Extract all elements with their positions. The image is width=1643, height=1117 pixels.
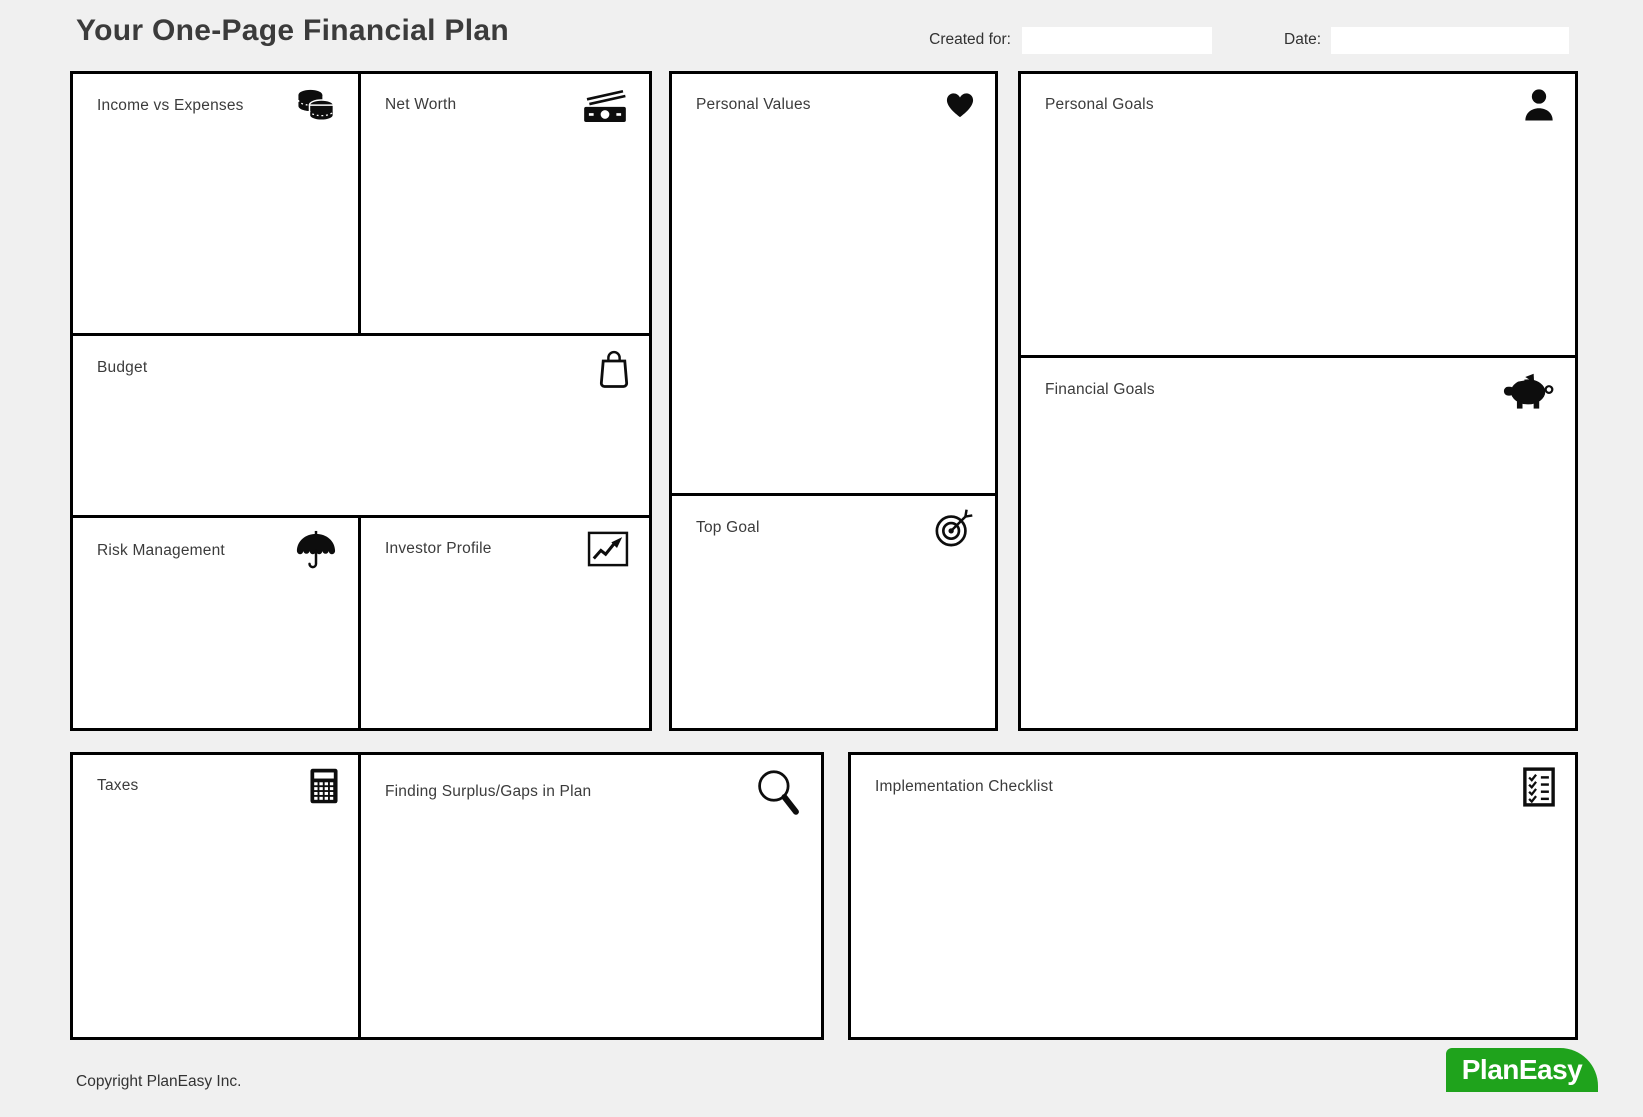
left-panel-row-1 — [73, 74, 649, 333]
top-goal-label: Top Goal — [696, 519, 760, 536]
piggy-bank-icon — [1503, 370, 1555, 410]
risk-management-write-area — [73, 572, 358, 728]
copyright-text: Copyright PlanEasy Inc. — [76, 1073, 242, 1090]
date-label: Date: — [1284, 31, 1322, 48]
section-personal-values — [672, 74, 995, 493]
taxes-write-area — [73, 805, 358, 1037]
section-investor-profile — [361, 518, 649, 728]
line-chart-icon — [587, 531, 629, 567]
date-input[interactable] — [1331, 27, 1569, 54]
personal-values-write-area — [672, 124, 995, 493]
section-risk-management — [73, 518, 361, 728]
section-budget — [73, 336, 649, 515]
income-vs-expenses-write-area — [73, 126, 358, 333]
investor-profile-label: Investor Profile — [385, 540, 492, 557]
left-panel-row-2 — [73, 333, 649, 515]
implementation-checklist-write-area — [851, 807, 1575, 1037]
personal-goals-write-area — [1021, 124, 1575, 355]
finding-surplus-label: Finding Surplus/Gaps in Plan — [385, 783, 592, 800]
budget-write-area — [73, 388, 649, 515]
section-top-goal — [672, 493, 995, 728]
budget-label: Budget — [97, 359, 148, 376]
taxes-label: Taxes — [97, 777, 139, 794]
bottom-right-panel — [848, 752, 1578, 1040]
target-icon — [933, 508, 975, 548]
created-for-input[interactable] — [1022, 27, 1212, 54]
risk-management-label: Risk Management — [97, 542, 225, 559]
section-personal-goals — [1021, 74, 1575, 355]
person-icon — [1523, 88, 1555, 122]
net-worth-label: Net Worth — [385, 96, 457, 113]
checklist-icon — [1523, 767, 1555, 807]
page-title: Your One-Page Financial Plan — [76, 14, 509, 47]
left-panel — [70, 71, 652, 731]
bottom-left-row — [73, 755, 821, 1037]
bottom-left-panel — [70, 752, 824, 1040]
heart-icon — [945, 91, 975, 119]
calculator-icon — [310, 768, 338, 804]
section-income-vs-expenses — [73, 74, 361, 333]
planeasy-logo-text: PlanEasy — [1461, 1054, 1583, 1085]
finding-surplus-write-area — [361, 817, 821, 1037]
shopping-bag-icon — [599, 348, 629, 388]
section-taxes — [73, 755, 361, 1037]
investor-profile-write-area — [361, 568, 649, 728]
net-worth-write-area — [361, 124, 649, 333]
umbrella-icon — [294, 530, 338, 572]
top-goal-write-area — [672, 548, 995, 728]
cash-icon — [581, 87, 629, 123]
created-for-label: Created for: — [929, 31, 1011, 48]
middle-panel — [669, 71, 998, 731]
section-finding-surplus — [361, 755, 821, 1037]
right-panel — [1018, 71, 1578, 731]
personal-goals-label: Personal Goals — [1045, 96, 1154, 113]
magnifier-icon — [755, 767, 801, 817]
section-implementation-checklist — [851, 755, 1575, 1037]
section-financial-goals — [1021, 355, 1575, 728]
coins-icon — [292, 86, 338, 126]
section-net-worth — [361, 74, 649, 333]
left-panel-row-3 — [73, 515, 649, 728]
income-vs-expenses-label: Income vs Expenses — [97, 97, 244, 114]
implementation-checklist-label: Implementation Checklist — [875, 778, 1053, 795]
planeasy-logo — [1446, 1048, 1598, 1092]
personal-values-label: Personal Values — [696, 96, 811, 113]
financial-goals-label: Financial Goals — [1045, 381, 1155, 398]
financial-goals-write-area — [1021, 410, 1575, 728]
